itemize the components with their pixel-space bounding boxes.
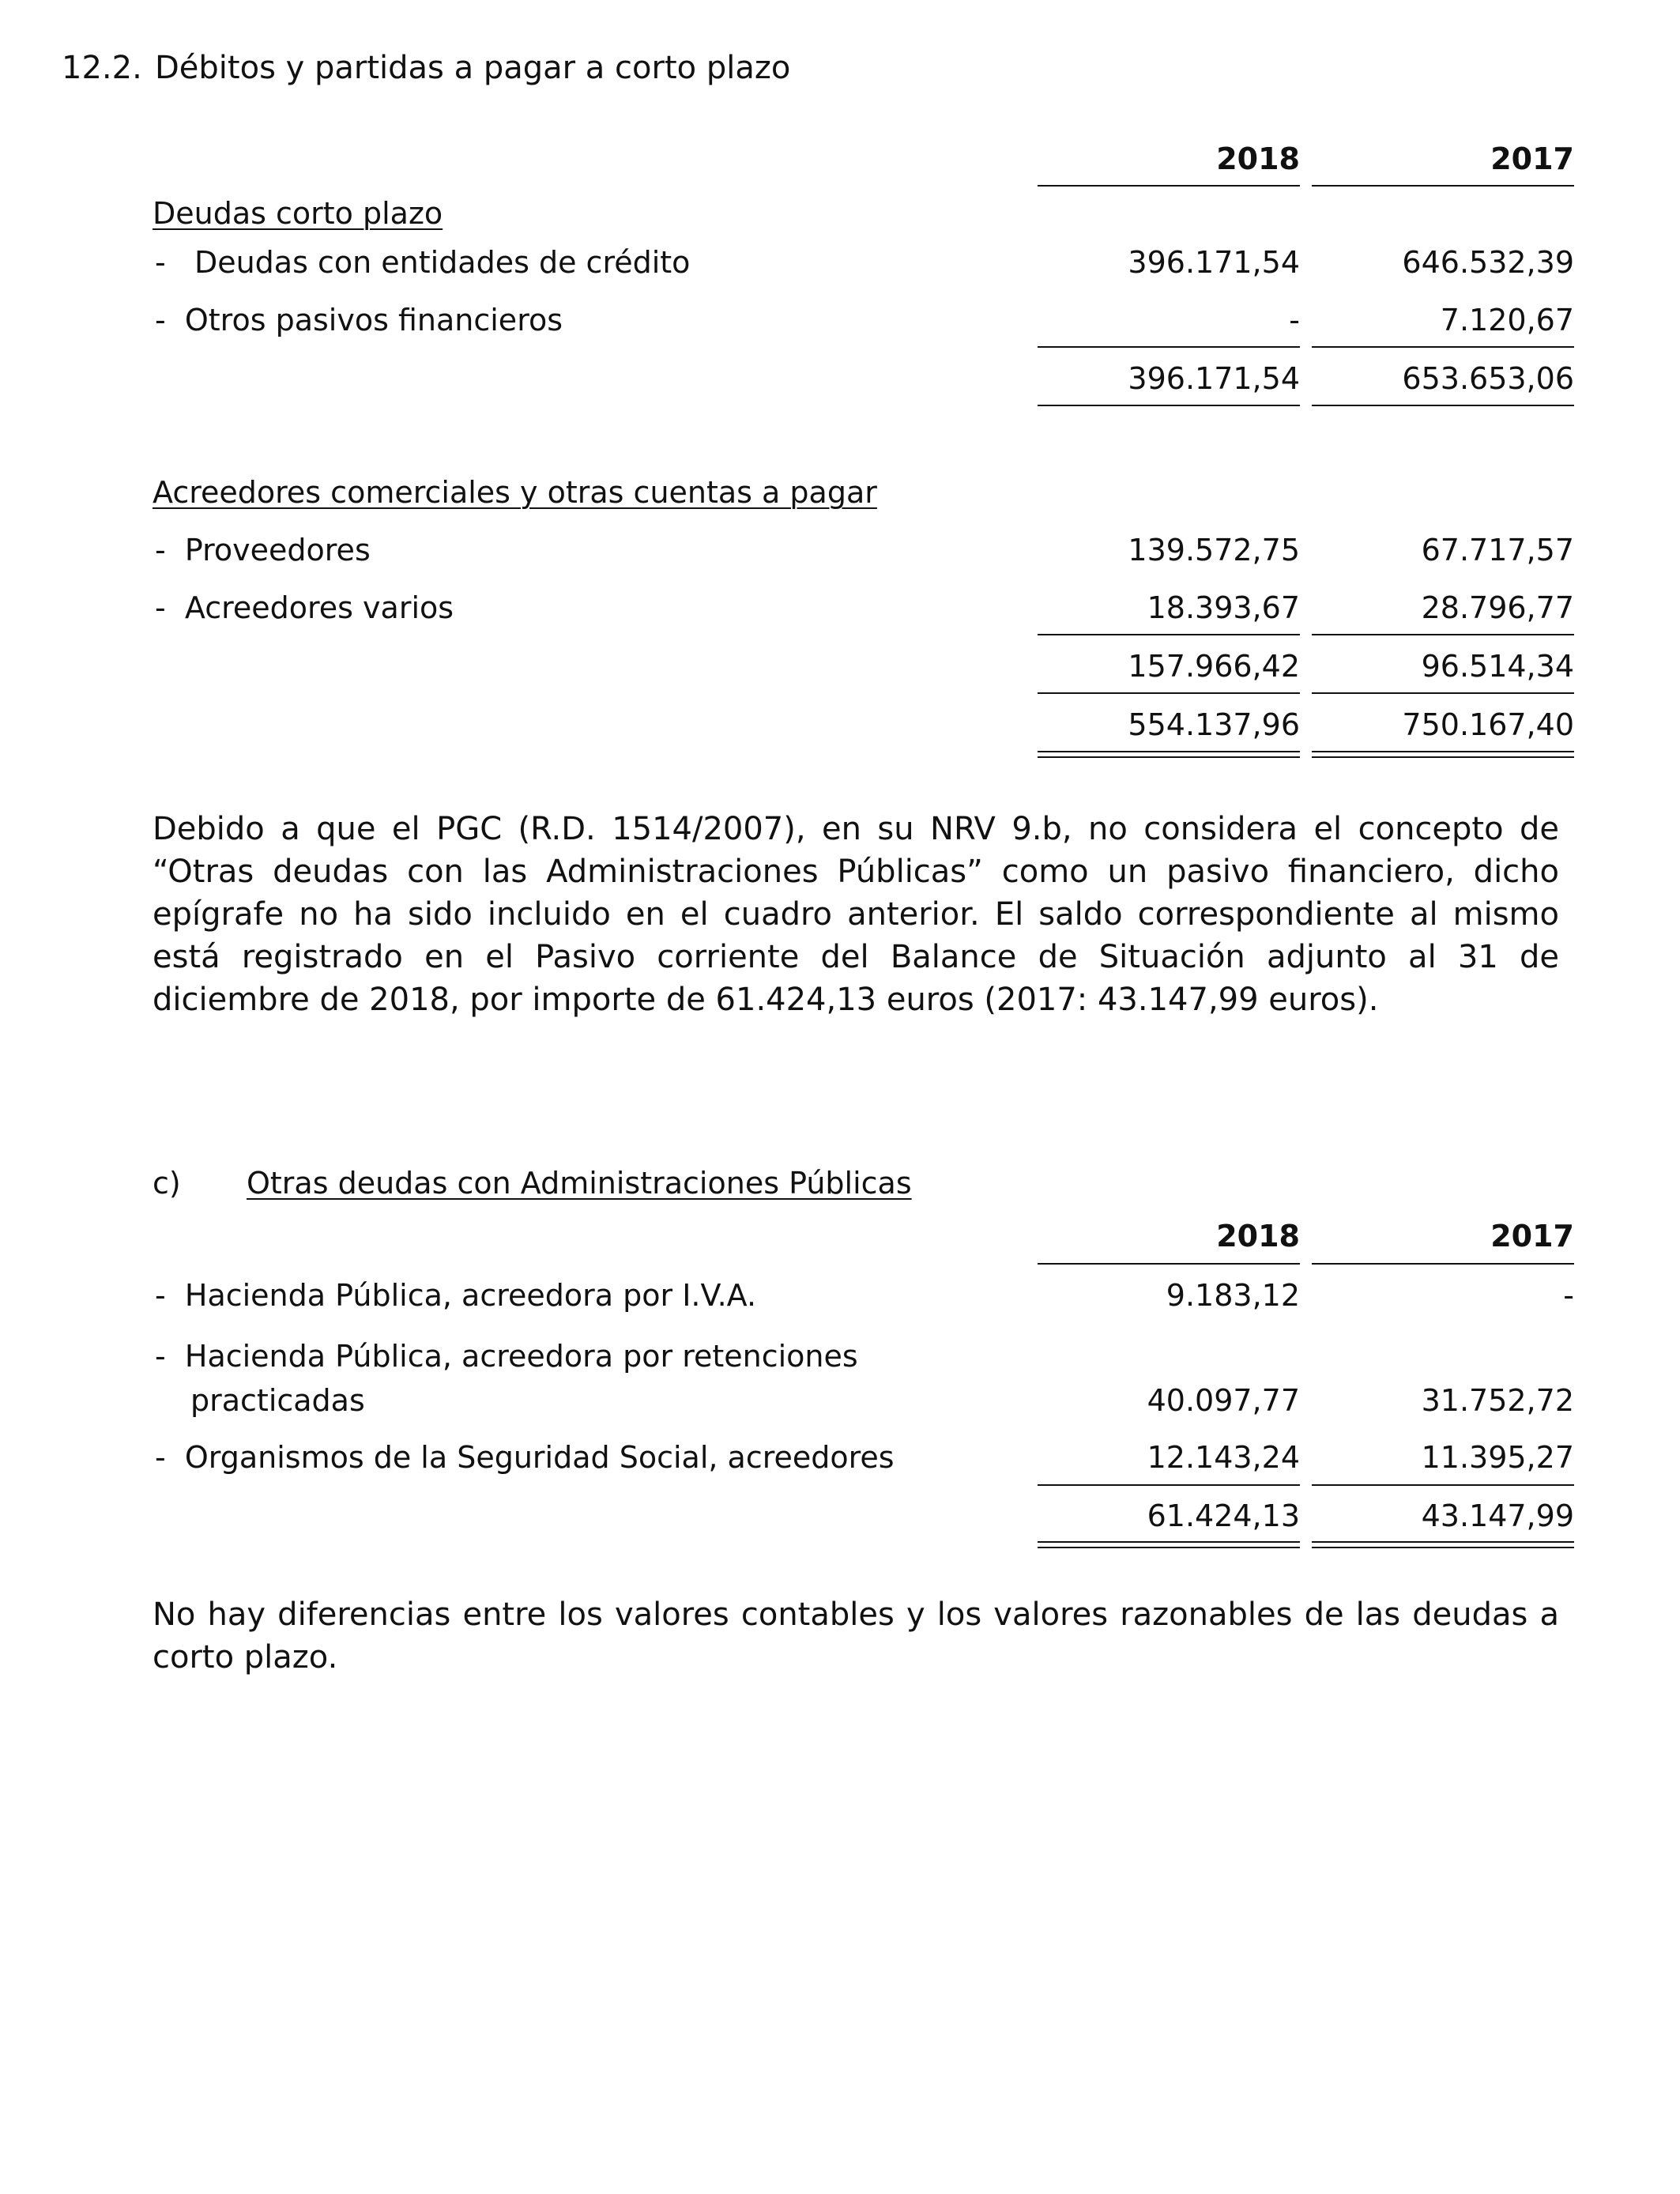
group2-row1-2018: 139.572,75 <box>1128 533 1300 567</box>
table2-row3-label: - Organismos de la Seguridad Social, acreedores <box>155 1440 895 1475</box>
group1-subtotal-2017: 653.653,06 <box>1402 361 1574 396</box>
closing-paragraph: No hay diferencias entre los valores contables y los valores razonables de las deudas a corto plazo. <box>153 1596 1559 1676</box>
table2-col-2018: 2018 <box>1216 1219 1300 1253</box>
table2-header-rule-2018 <box>1038 1263 1300 1265</box>
group1-row1-2017: 646.532,39 <box>1402 245 1574 280</box>
table2-row2-label-line1: - Hacienda Pública, acreedora por retenciones <box>155 1339 858 1374</box>
table2-total-2018: 61.424,13 <box>1147 1498 1300 1533</box>
table1-total-double-rule-2017 <box>1312 751 1574 758</box>
table2-col-2017: 2017 <box>1490 1219 1574 1253</box>
table1-col-2018: 2018 <box>1216 141 1300 176</box>
group1-row2-2017: 7.120,67 <box>1440 303 1574 337</box>
group2-subtotal-rule-2017 <box>1312 634 1574 635</box>
table2-total-double-rule-2018 <box>1038 1541 1300 1548</box>
group1-bottom-rule-2017 <box>1312 405 1574 406</box>
table1-header-rule-2017 <box>1312 185 1574 187</box>
table1-col-2017: 2017 <box>1490 141 1574 176</box>
group2-row2-2018: 18.393,67 <box>1147 590 1300 625</box>
section-title: Débitos y partidas a pagar a corto plazo <box>155 50 791 86</box>
table2-row2-label-line2: practicadas <box>190 1383 365 1418</box>
table2-header-rule-2017 <box>1312 1263 1574 1265</box>
table2-row1-2017: - <box>1563 1278 1574 1313</box>
group2-row1-label: - Proveedores <box>155 533 371 567</box>
group1-subtotal-2018: 396.171,54 <box>1128 361 1300 396</box>
group2-heading: Acreedores comerciales y otras cuentas a pagar <box>153 475 877 510</box>
group2-row2-label: - Acreedores varios <box>155 590 454 625</box>
table2-total-rule-2018 <box>1038 1484 1300 1486</box>
note-paragraph: Debido a que el PGC (R.D. 1514/2007), en su NRV 9.b, no considera el concepto de “Otras deudas con las Administraciones Públicas” como un pasivo financiero, dicho epígrafe no ha sido incluido en el cuadro anterior. El saldo correspondiente al mismo está registrado en el Pasivo corriente del Balance de Situación adjunto al 31 de diciembre de 2018, por importe de 61.424,13 euros (2017: 43.147,99 euros). <box>153 811 1559 1018</box>
table2-row2-2017: 31.752,72 <box>1421 1383 1574 1418</box>
group2-subtotal-rule-2018 <box>1038 634 1300 635</box>
table2-row3-2018: 12.143,24 <box>1147 1440 1300 1475</box>
group1-row2-label: - Otros pasivos financieros <box>155 303 563 337</box>
group1-row1-2018: 396.171,54 <box>1128 245 1300 280</box>
table2-total-2017: 43.147,99 <box>1421 1498 1574 1533</box>
table1-total-2018: 554.137,96 <box>1128 707 1300 742</box>
group2-bottom-rule-2018 <box>1038 692 1300 694</box>
table2-row1-2018: 9.183,12 <box>1166 1278 1300 1313</box>
group1-row1-label: - Deudas con entidades de crédito <box>155 245 691 280</box>
group2-bottom-rule-2017 <box>1312 692 1574 694</box>
table2-letter: c) <box>153 1166 181 1201</box>
table1-total-2017: 750.167,40 <box>1402 707 1574 742</box>
table2-total-double-rule-2017 <box>1312 1541 1574 1548</box>
group1-subtotal-rule-2017 <box>1312 346 1574 348</box>
table2-row2-2018: 40.097,77 <box>1147 1383 1300 1418</box>
group1-bottom-rule-2018 <box>1038 405 1300 406</box>
group1-heading: Deudas corto plazo <box>153 196 443 231</box>
group1-subtotal-rule-2018 <box>1038 346 1300 348</box>
group1-row2-2018: - <box>1289 303 1300 337</box>
table2-row1-label: - Hacienda Pública, acreedora por I.V.A. <box>155 1278 757 1313</box>
table2-total-rule-2017 <box>1312 1484 1574 1486</box>
table1-total-double-rule-2018 <box>1038 751 1300 758</box>
table1-header-rule-2018 <box>1038 185 1300 187</box>
group2-row1-2017: 67.717,57 <box>1421 533 1574 567</box>
group2-subtotal-2018: 157.966,42 <box>1128 649 1300 684</box>
table2-row3-2017: 11.395,27 <box>1421 1440 1574 1475</box>
group2-subtotal-2017: 96.514,34 <box>1421 649 1574 684</box>
section-number: 12.2. <box>62 50 142 86</box>
table2-heading: Otras deudas con Administraciones Públicas <box>247 1166 912 1201</box>
group2-row2-2017: 28.796,77 <box>1421 590 1574 625</box>
